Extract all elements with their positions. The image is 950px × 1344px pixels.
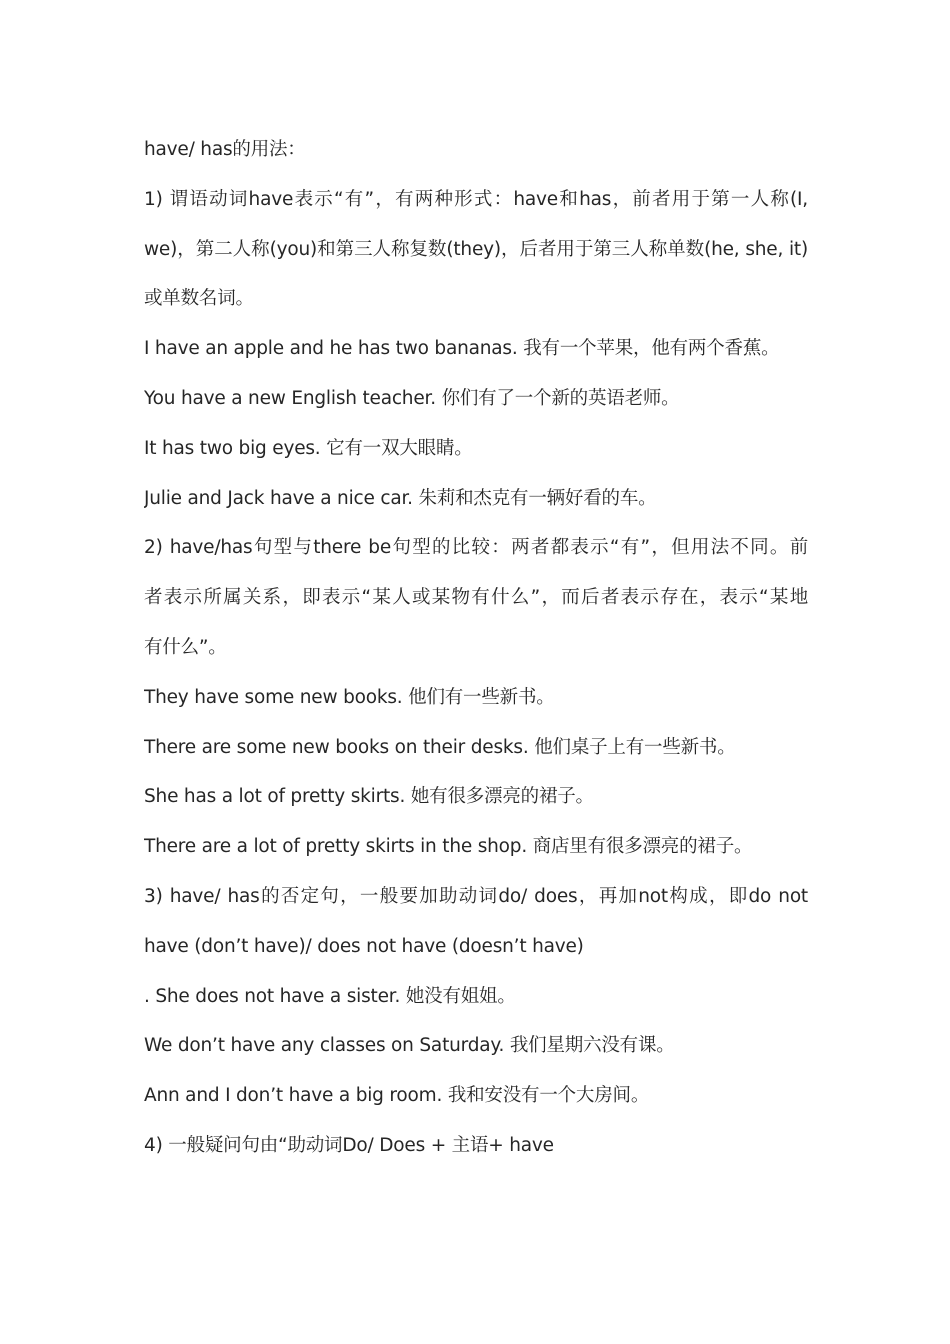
example-sentence: It has two big eyes. 它有一双大眼睛。: [144, 437, 473, 459]
example-sentence: I have an apple and he has two bananas. 我有一个苹果，他有两个香蕉。: [144, 338, 780, 360]
example-sentence: They have some new books. 他们有一些新书。: [144, 686, 555, 708]
example-sentence: . She does not have a sister. 她没有姐姐。: [144, 985, 516, 1007]
paragraph-line: 3) have/ has的否定句，一般要加助动词do/ does，再加not构成，即do not: [144, 885, 808, 907]
example-sentence: You have a new English teacher. 你们有了一个新的英语老师。: [144, 387, 680, 409]
paragraph-line: 4) 一般疑问句由“助动词Do/ Does + 主语+ have: [144, 1134, 554, 1156]
heading-line: have/ has的用法：: [144, 139, 306, 160]
example-sentence: She has a lot of pretty skirts. 她有很多漂亮的裙子。: [144, 786, 594, 808]
paragraph-line: have (don’t have)/ does not have (doesn’t have): [144, 935, 584, 957]
paragraph-line: 1) 谓语动词have表示“有”，有两种形式：have和has，前者用于第一人称(I,: [144, 188, 808, 210]
example-sentence: There are a lot of pretty skirts in the shop. 商店里有很多漂亮的裙子。: [144, 836, 753, 858]
example-sentence: There are some new books on their desks. 他们桌子上有一些新书。: [144, 736, 736, 758]
document-body: [144, 125, 808, 1171]
paragraph-line: we)，第二人称(you)和第三人称复数(they)，后者用于第三人称单数(he, she, it): [144, 238, 808, 260]
paragraph-line: 2) have/has句型与there be句型的比较：两者都表示“有”，但用法不同。前: [144, 537, 808, 559]
example-sentence: We don’t have any classes on Saturday. 我们星期六没有课。: [144, 1035, 675, 1057]
paragraph-line: 或单数名词。: [144, 288, 254, 310]
example-sentence: Ann and I don’t have a big room. 我和安没有一个大房间。: [144, 1085, 650, 1107]
example-sentence: Julie and Jack have a nice car. 朱莉和杰克有一辆好看的车。: [144, 487, 657, 509]
paragraph-line: 者表示所属关系，即表示“某人或某物有什么”，而后者表示存在，表示“某地: [144, 587, 808, 609]
paragraph-line: 有什么”。: [144, 636, 227, 658]
